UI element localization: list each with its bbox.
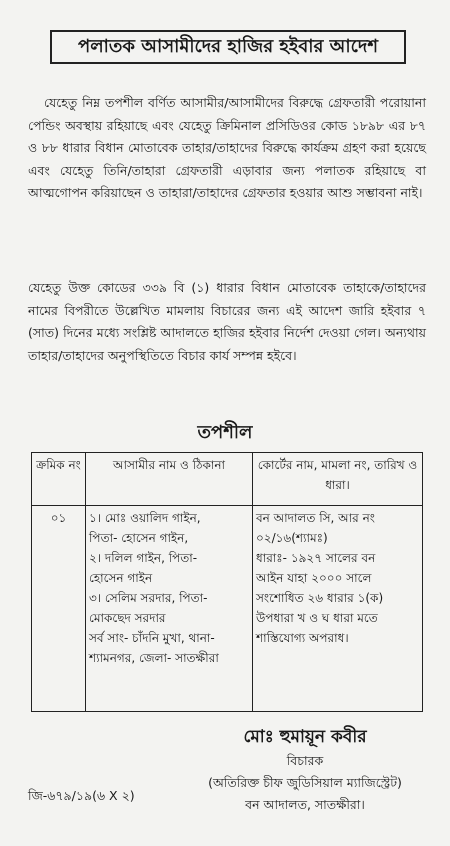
reference-number: জি-৬৭৯/১৯(৬ X ২) xyxy=(28,788,135,803)
accused-line: সর্ব সাং- চাঁদনি মুখা, থানা- xyxy=(89,631,215,645)
signature-block xyxy=(180,724,430,816)
case-line: ০২/১৬(শ্যামঃ) xyxy=(256,531,328,545)
signatory-designation: (অতিরিক্ত চীফ জুডিসিয়াল ম্যাজিস্ট্রেট) xyxy=(208,775,402,790)
schedule-table xyxy=(31,452,423,712)
accused-line: মোকছেদ সরদার xyxy=(89,611,166,625)
case-line: আইন যাহা ২০০০ সালে xyxy=(256,571,372,585)
accused-line: হোসেন গাইন xyxy=(89,571,153,585)
signatory-court: বন আদালত, সাতক্ষীরা। xyxy=(245,797,365,812)
notice-paragraph-1: যেহেতু নিম্ন তপশীল বর্ণিত আসামীর/আসামীদের বিরুদ্ধে গ্রেফতারী পরোয়ানা পেন্ডিং অবস্থায় রহিয়াছে এবং যেহেতু ক্রিমিনাল প্রসিডিওর কোড ১৮৯৮ এর ৮৭ ও ৮৮ ধারার বিধান মোতাবেক তাহার/তাহাদের বিরুদ্ধে কার্যক্রম গ্রহণ করা হয়েছে এবং যেহেতু তিনি/তাহারা গ্রেফতারী এড়াবার জন্য পলাতক রহিয়াছে বা আত্মগোপন করিয়াছেন ও তাহারা/তাহাদের গ্রেফতার হওয়ার আশু সম্ভাবনা নাই। xyxy=(28,95,426,200)
table-row xyxy=(32,506,423,712)
schedule-header-row xyxy=(32,453,423,506)
cut-off-text-fragment xyxy=(30,0,350,6)
case-line: উপধারা খ ও ঘ ধারা মতে xyxy=(256,611,378,625)
signatory-name: মোঃ হুমায়ূন কবীর xyxy=(243,727,367,747)
accused-line: ২। দলিল গাইন, পিতা- xyxy=(89,551,198,565)
accused-cell xyxy=(86,506,253,712)
header-accused: আসামীর নাম ও ঠিকানা xyxy=(86,453,253,506)
accused-line: ১। মোঃ ওয়ালিদ গাইন, xyxy=(89,511,201,525)
case-line: বন আদালত সি, আর নং xyxy=(256,511,375,525)
signatory-title: বিচারক xyxy=(286,753,324,768)
case-line: শাস্তিযোগ্য অপরাধ। xyxy=(256,631,349,645)
accused-line: শ্যামনগর, জেলা- সাতক্ষীরা xyxy=(89,651,219,665)
notice-title: পলাতক আসামীদের হাজির হইবার আদেশ xyxy=(50,30,406,64)
accused-line: পিতা- হোসেন গাইন, xyxy=(89,531,189,545)
case-line: ধারাঃ- ১৯২৭ সালের বন xyxy=(256,551,376,565)
notice-paragraph-2: যেহেতু উক্ত কোডের ৩৩৯ বি (১) ধারার বিধান মোতাবেক তাহাকে/তাহাদের নামের বিপরীতে উল্লেখিত মামলায় বিচারের জন্য এই আদেশ জারি হইবার ৭ (সাত) দিনের মধ্যে সংশ্লিষ্ট আদালতে হাজির হইবার নির্দেশ দেওয়া গেল। অন্যথায় তাহার/তাহাদের অনুপস্থিতিতে বিচার কার্য সম্পন্ন হইবে। xyxy=(28,280,426,363)
schedule-title: তপশীল xyxy=(197,422,253,443)
case-cell xyxy=(253,506,423,712)
serial-cell: ০১ xyxy=(32,506,86,712)
header-case: কোর্টের নাম, মামলা নং, তারিখ ও ধারা। xyxy=(253,453,423,506)
accused-line: ৩। সেলিম সরদার, পিতা- xyxy=(89,591,208,605)
header-serial: ক্রমিক নং xyxy=(32,453,86,506)
case-line: সংশোধিত ২৬ ধারার ১(ক) xyxy=(256,591,384,605)
